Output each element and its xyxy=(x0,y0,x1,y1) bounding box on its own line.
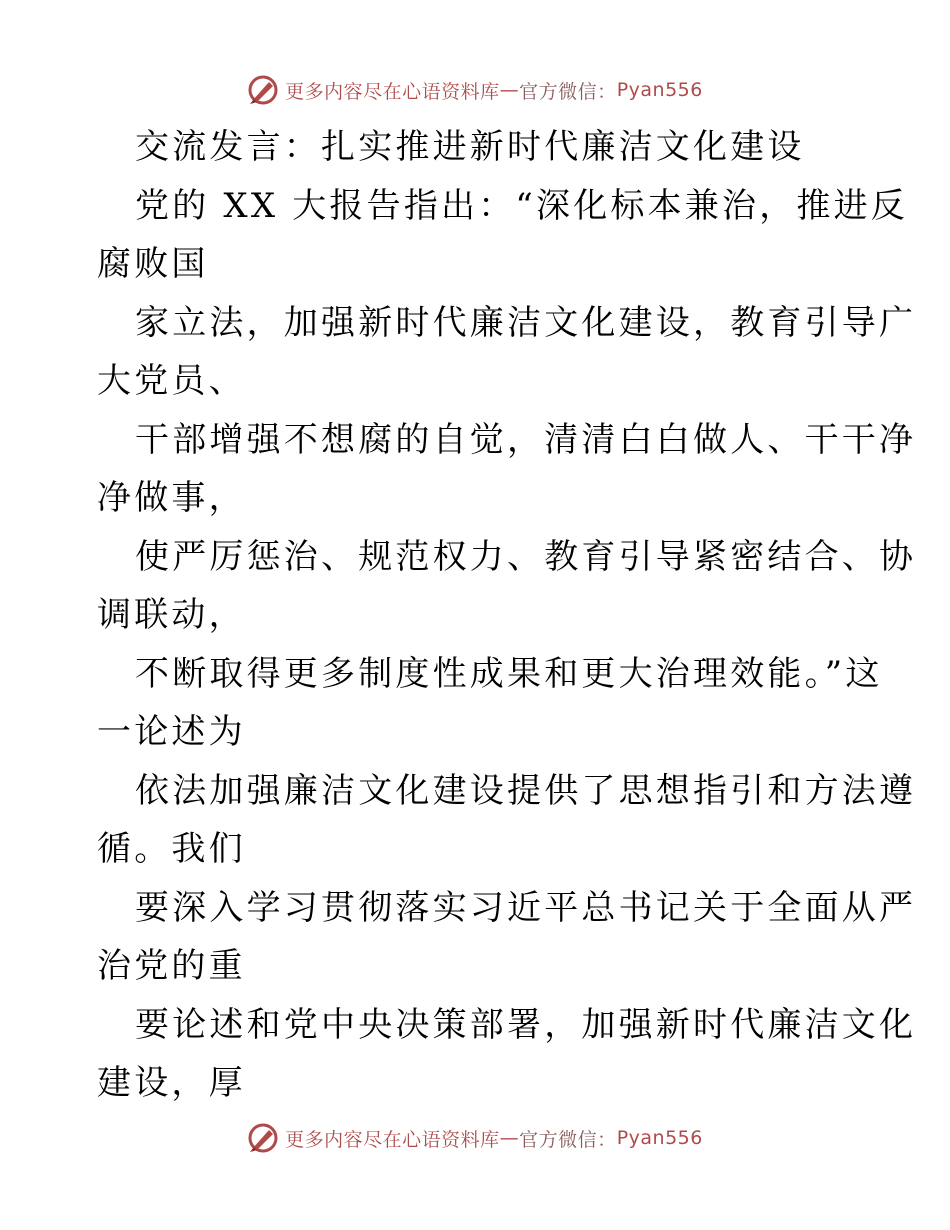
watermark-wechat-id: Pyan556 xyxy=(616,79,703,101)
paragraph-line: 循。我们 xyxy=(97,829,246,869)
paragraph-line: 使严厉惩治、规范权力、教育引导紧密结合、协 xyxy=(135,536,917,577)
paragraph-line: 要深入学习贯彻落实习近平总书记关于全面从严 xyxy=(135,887,917,928)
pen-circle-logo-icon xyxy=(247,74,279,106)
paragraph-line: 家立法，加强新时代廉洁文化建设，教育引导广 xyxy=(135,302,917,343)
pen-circle-logo-icon xyxy=(247,1122,279,1154)
paragraph-line: 建设，厚 xyxy=(97,1063,246,1103)
document-body xyxy=(97,118,917,1113)
paragraph-line: 治党的重 xyxy=(97,946,246,986)
paragraph-line: 干部增强不想腐的自觉，清清白白做人、干干净 xyxy=(135,419,917,460)
paragraph-line: 党的 XX 大报告指出：“深化标本兼治，推进反 xyxy=(135,185,909,226)
paragraph-line: 净做事， xyxy=(97,478,246,518)
watermark-brand: 更多内容尽在心语资料库 xyxy=(285,1128,500,1151)
watermark-separator: — xyxy=(499,79,520,101)
paragraph-line: 依法加强廉洁文化建设提供了思想指引和方法遵 xyxy=(135,770,917,811)
paragraph-line: 腐败国 xyxy=(97,244,209,284)
paragraph-line: 要论述和党中央决策部署，加强新时代廉洁文化 xyxy=(135,1004,917,1045)
paragraph-line: 一论述为 xyxy=(97,712,246,752)
document-title: 交流发言：扎实推进新时代廉洁文化建设 xyxy=(135,127,805,167)
watermark-wechat-id: Pyan556 xyxy=(616,1127,703,1149)
footer-watermark xyxy=(0,1118,950,1158)
paragraph-line: 调联动， xyxy=(97,595,246,635)
watermark-separator: — xyxy=(499,1127,520,1149)
paragraph-line: 大党员、 xyxy=(97,361,246,401)
watermark-channel: 官方微信： xyxy=(519,1128,617,1151)
header-watermark xyxy=(0,70,950,110)
watermark-brand: 更多内容尽在心语资料库 xyxy=(285,80,500,103)
watermark-channel: 官方微信： xyxy=(519,80,617,103)
paragraph-line: 不断取得更多制度性成果和更大治理效能。”这 xyxy=(135,653,883,694)
